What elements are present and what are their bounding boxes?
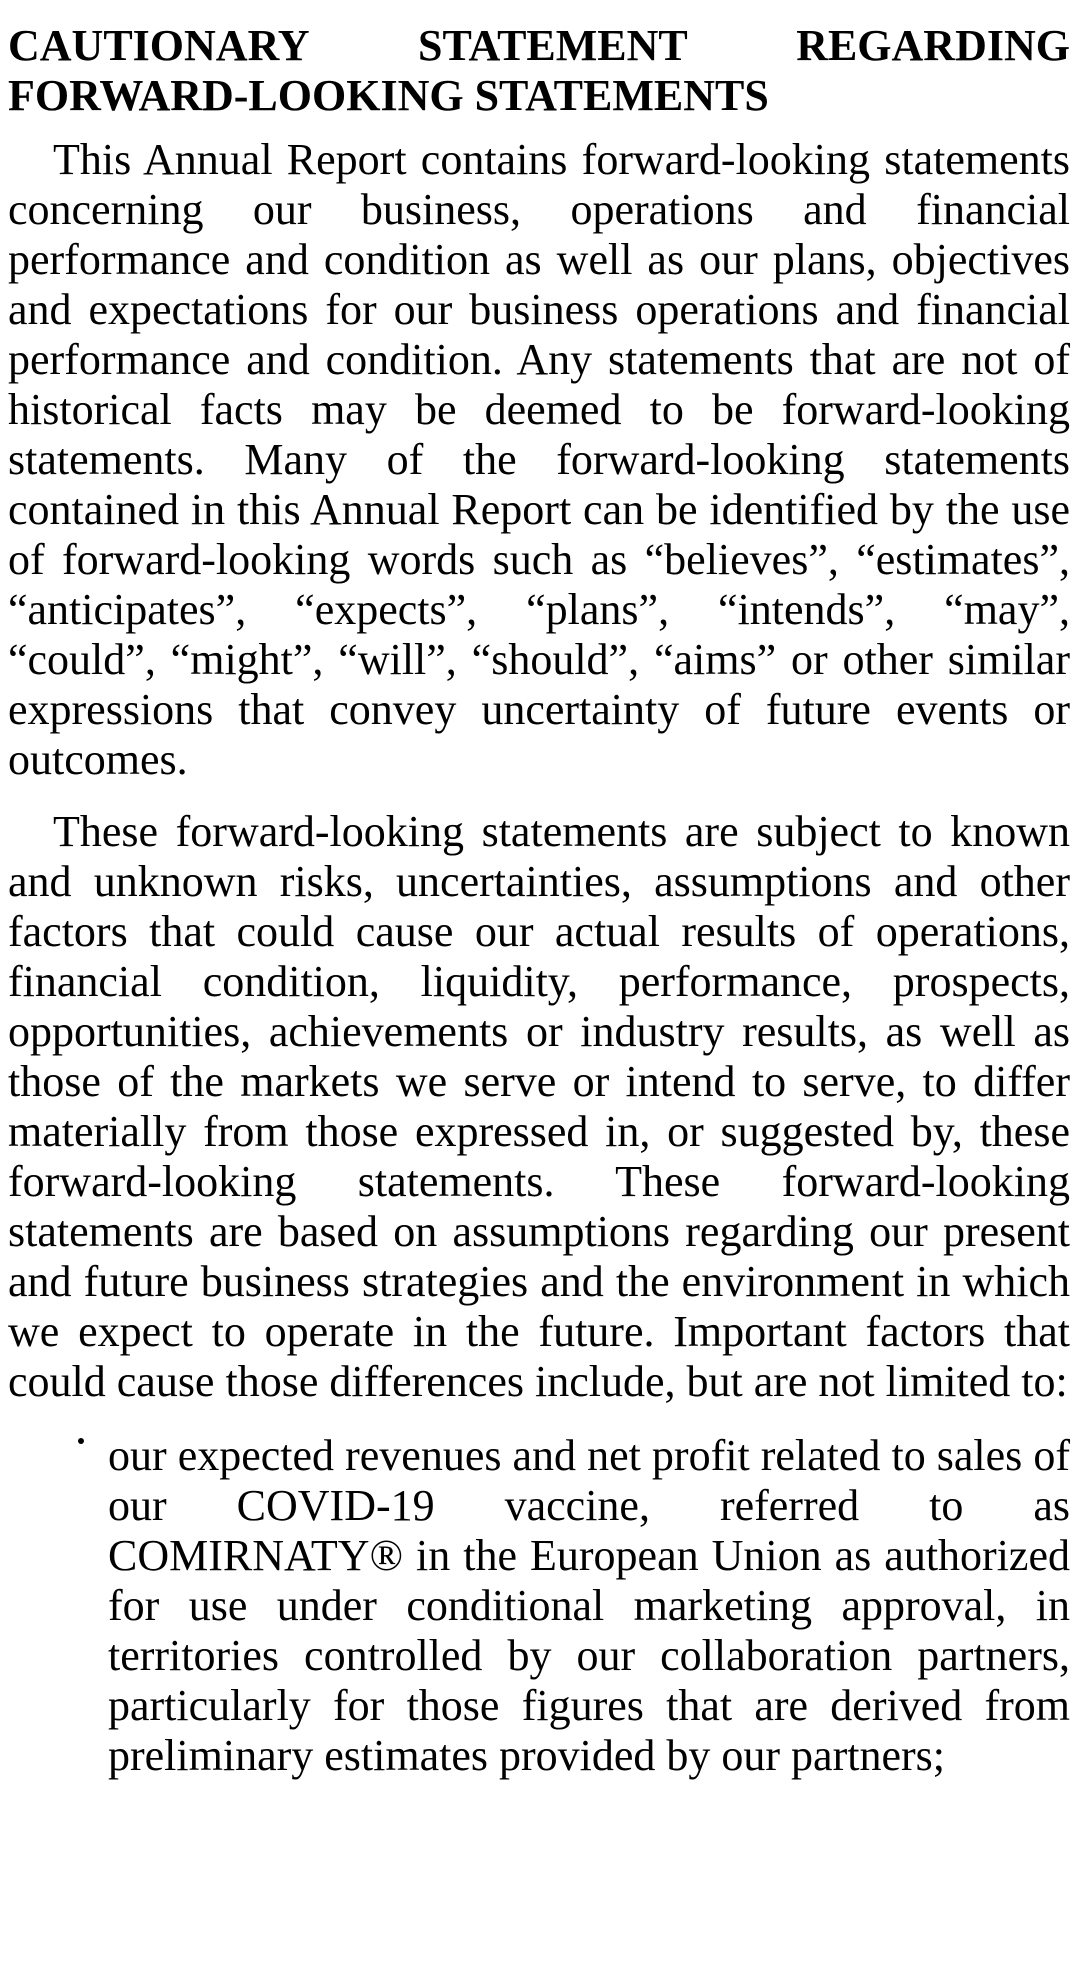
page-title-word-2: STATEMENT [418, 21, 688, 70]
list-item [8, 1431, 1070, 1781]
page-title-line1 [8, 21, 1070, 71]
paragraph-risks-and-assumptions: These forward-looking statements are subject to known and unknown risks, uncertainties, assumptions and other factors that could cause our actual results of operations, financial condition, liquidity, performance, prospects, opportunities, achievements or industry results, as well as those of the markets we serve or intend to serve, to differ materially from those expressed in, or suggested by, these forward-looking statements. These forward-looking statements are based on assumptions regarding our present and future business strategies and the environment in which we expect to operate in the future. Important factors that could cause those differences include, but are not limited to: [8, 807, 1070, 1406]
page-title-word-1: CAUTIONARY [8, 21, 310, 70]
bullet-marker-icon [78, 1438, 84, 1444]
page-title-word-3: REGARDING [796, 21, 1070, 70]
page-title-line2: FORWARD-LOOKING STATEMENTS [8, 71, 769, 120]
paragraph-forward-looking-intro: This Annual Report contains forward-looking statements concerning our business, operations and financial performance and condition as well as our plans, objectives and expectations for our business operations and financial performance and condition. Any statements that are not of historical facts may be deemed to be forward-looking statements. Many of the forward-looking statements contained in this Annual Report can be identified by the use of forward-looking words such as “believes”, “estimates”, “anticipates”, “expects”, “plans”, “intends”, “may”, “could”, “might”, “will”, “should”, “aims” or other similar expressions that convey uncertainty of future events or outcomes. [8, 135, 1070, 784]
list-item-text: our expected revenues and net profit related to sales of our COVID-19 vaccine, referred to as COMIRNATY® in the European Union as authorized for use under conditional marketing approval, in territories controlled by our collaboration partners, particularly for those figures that are derived from preliminary estimates provided by our partners; [108, 1431, 1070, 1780]
page-title [8, 21, 1070, 121]
